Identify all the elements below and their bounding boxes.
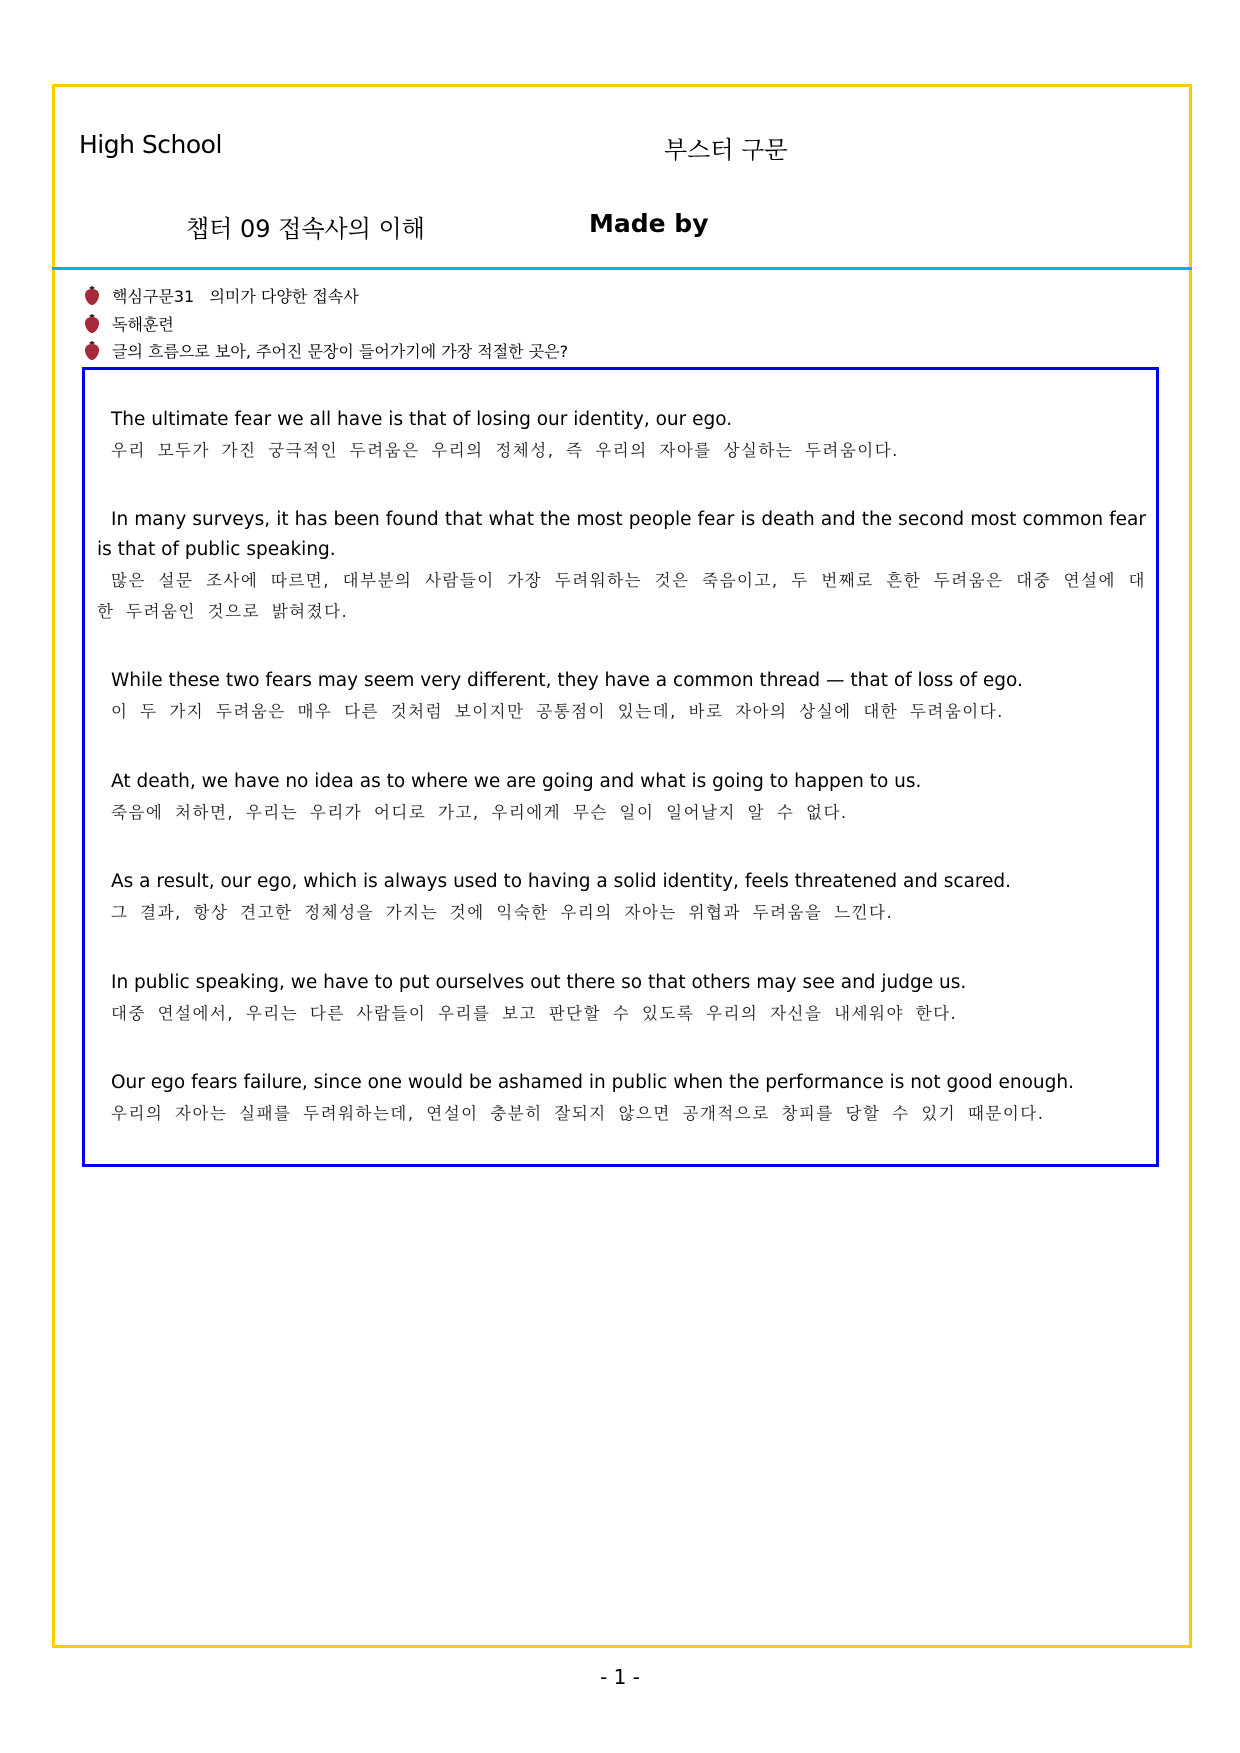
book-title: 부스터 구문: [664, 136, 788, 164]
bullet-item-reading-practice: [84, 312, 174, 335]
strawberry-icon: [84, 286, 100, 306]
passage-sentence: [97, 1068, 1146, 1129]
strawberry-icon: [84, 341, 100, 361]
korean-translation: 우리 모두가 가진 궁극적인 두려움은 우리의 정체성, 즉 우리의 자아를 상실하는 두려움이다.: [111, 441, 899, 460]
passage-sentence: [97, 666, 1146, 727]
korean-translation: 그 결과, 항상 견고한 정체성을 가지는 것에 익숙한 우리의 자아는 위협과 두려움을 느낀다.: [111, 903, 894, 922]
made-by-label: Made by: [589, 209, 709, 238]
english-sentence: The ultimate fear we all have is that of losing our identity, our ego.: [111, 409, 733, 430]
passage-sentence: [97, 968, 1146, 1029]
bullet-label: 핵심구문31 의미가 다양한 접속사: [112, 287, 359, 306]
korean-translation: 죽음에 처하면, 우리는 우리가 어디로 가고, 우리에게 무슨 일이 일어날지 알 수 없다.: [111, 803, 848, 822]
passage-sentence: [97, 767, 1146, 828]
header-divider: [52, 267, 1192, 270]
english-sentence: Our ego fears failure, since one would be ashamed in public when the performance is not good enough.: [111, 1072, 1074, 1093]
chapter-title: 챕터 09 접속사의 이해: [186, 215, 425, 243]
bullet-label: 독해훈련: [112, 315, 174, 334]
school-level-label: High School: [79, 130, 222, 159]
bullet-item-core-syntax: [84, 284, 359, 307]
korean-translation: 많은 설문 조사에 따르면, 대부분의 사람들이 가장 두려워하는 것은 죽음이고, 두 번째로 흔한 두려움은 대중 연설에 대한 두려움인 것으로 밝혀졌다.: [97, 571, 1146, 621]
korean-translation: 이 두 가지 두려움은 매우 다른 것처럼 보이지만 공통점이 있는데, 바로 자아의 상실에 대한 두려움이다.: [111, 702, 1004, 721]
passage-sentence: [97, 405, 1146, 466]
bullet-label: 글의 흐름으로 보아, 주어진 문장이 들어가기에 가장 적절한 곳은?: [112, 342, 569, 361]
english-sentence: In public speaking, we have to put ourselves out there so that others may see and judge us.: [111, 972, 967, 993]
passage-sentence: [97, 867, 1146, 928]
strawberry-icon: [84, 314, 100, 334]
english-sentence: As a result, our ego, which is always used to having a solid identity, feels threatened and scared.: [111, 871, 1012, 892]
english-sentence: At death, we have no idea as to where we are going and what is going to happen to us.: [111, 771, 922, 792]
korean-translation: 우리의 자아는 실패를 두려워하는데, 연설이 충분히 잘되지 않으면 공개적으로 창피를 당할 수 있기 때문이다.: [111, 1104, 1045, 1123]
english-sentence: In many surveys, it has been found that what the most people fear is death and the second most common fear is that of public speaking.: [97, 509, 1146, 560]
bullet-item-question: [84, 339, 568, 362]
page-number: - 1 -: [600, 1665, 640, 1689]
passage-box: [82, 367, 1159, 1167]
english-sentence: While these two fears may seem very different, they have a common thread — that of loss of ego.: [111, 670, 1023, 691]
passage-sentence: [97, 505, 1146, 627]
korean-translation: 대중 연설에서, 우리는 다른 사람들이 우리를 보고 판단할 수 있도록 우리의 자신을 내세워야 한다.: [111, 1004, 958, 1023]
